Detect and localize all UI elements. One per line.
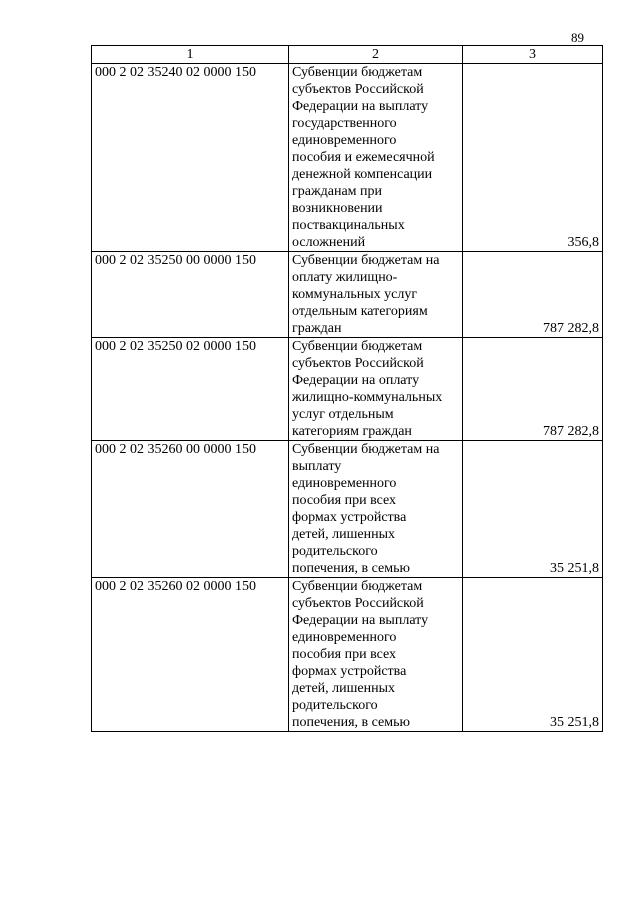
table-header-row [92,46,603,64]
budget-description: Субвенции бюджетам на оплату жилищно- коммунальных услуг отдельным категориям граждан [289,252,463,338]
column-header-1: 1 [92,46,289,64]
budget-amount: 35 251,8 [463,578,603,732]
budget-code: 000 2 02 35250 00 0000 150 [92,252,289,338]
table-row [92,338,603,441]
budget-code: 000 2 02 35250 02 0000 150 [92,338,289,441]
budget-description: Субвенции бюджетам субъектов Российской Федерации на выплату единовременного пособия при всех формах устройства детей, лишенных родительского попечения, в семью [289,578,463,732]
column-header-3: 3 [463,46,603,64]
budget-amount: 787 282,8 [463,338,603,441]
budget-table [91,45,603,732]
column-header-2: 2 [289,46,463,64]
budget-amount: 787 282,8 [463,252,603,338]
budget-description: Субвенции бюджетам на выплату единовременного пособия при всех формах устройства детей, лишенных родительского попечения, в семью [289,441,463,578]
table-row [92,64,603,252]
table-row [92,441,603,578]
table-row [92,578,603,732]
budget-amount: 35 251,8 [463,441,603,578]
budget-amount: 356,8 [463,64,603,252]
budget-code: 000 2 02 35260 02 0000 150 [92,578,289,732]
budget-description: Субвенции бюджетам субъектов Российской Федерации на оплату жилищно-коммунальных услуг отдельным категориям граждан [289,338,463,441]
budget-code: 000 2 02 35260 00 0000 150 [92,441,289,578]
budget-code: 000 2 02 35240 02 0000 150 [92,64,289,252]
page-number: 89 [571,30,584,45]
table-row [92,252,603,338]
budget-description: Субвенции бюджетам субъектов Российской Федерации на выплату государственного единовременного пособия и ежемесячной денежной компенсации гражданам при возникновении поствакцинальных осложнений [289,64,463,252]
